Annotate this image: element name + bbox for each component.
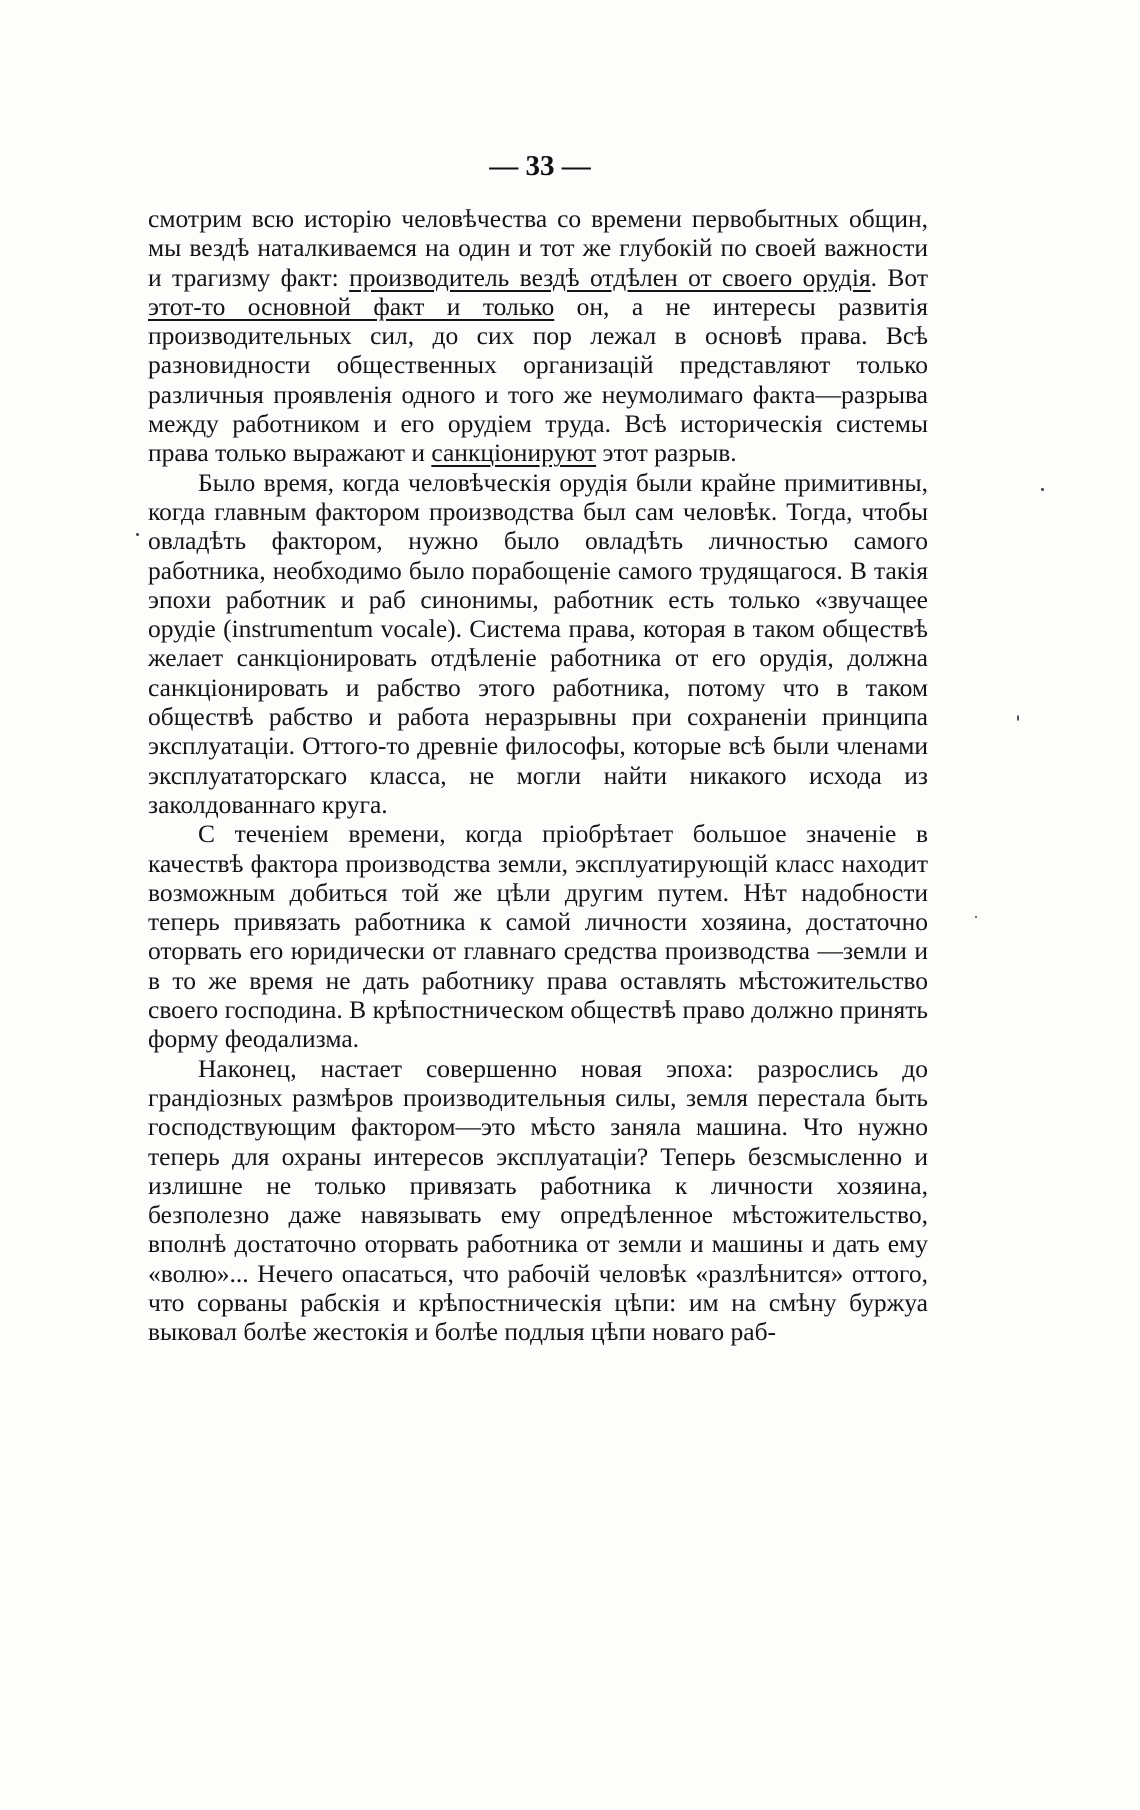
page-number: — 33 —	[489, 150, 591, 182]
scan-speck	[1041, 488, 1044, 491]
scan-speck	[975, 916, 977, 918]
scan-speck	[136, 533, 139, 536]
paragraph-1-text: этот разрыв.	[596, 438, 737, 468]
paragraph-1-text: он, а не интересы развитія производительных сил, до сих пор лежал в основѣ права. Всѣ разновидности общественных организацій представляют только различныя проявленія одного и того же неумолимаго факта—разрыва между работником и его орудіем труда. Всѣ историческія системы права только выражают и	[148, 291, 928, 468]
paragraph-4: Наконец, настает совершенно новая эпоха: разрослись до грандіозных размѣров производительныя силы, земля перестала быть господствующим фактором—это мѣсто заняла машина. Что нужно теперь для охраны интересов эксплуатаціи? Теперь безсмысленно и излишне не только привязать работника к личности хозяина, безполезно даже навязывать ему опредѣленное мѣстожительство, вполнѣ достаточно оторвать работника от земли и машины и дать ему «волю»... Нечего опасаться, что рабочій человѣк «разлѣнится» оттого, что сорваны рабскія и крѣпостническія цѣпи: им на смѣну буржуа выковал болѣе жестокія и болѣе подлыя цѣпи новаго раб-	[148, 1053, 928, 1347]
scan-speck	[1017, 715, 1019, 721]
paragraph-1-text: смотрим всю исторію человѣчества со времени первобытных общин, мы вездѣ наталкиваемся на один и тот же глубокій по своей важности и трагизму факт:	[148, 204, 928, 292]
paragraph-3: С теченіем времени, когда пріобрѣтает большое значеніе в качествѣ фактора производства земли, эксплуатирующій класс находит возможным добиться той же цѣли другим путем. Нѣт надобности теперь привязать работника к самой личности хозяина, достаточно оторвать его юридически от главнаго средства производства —земли и в то же время не дать работнику права оставлять мѣстожительство своего господина. В крѣпостническом обществѣ право должно принять форму феодализма.	[148, 819, 928, 1054]
body-text	[148, 204, 928, 1347]
underlined-word-sanction: санкціонируют	[431, 438, 597, 468]
paragraph-2: Было время, когда человѣческія орудія были крайне примитивны, когда главным фактором производства был сам человѣк. Тогда, чтобы овладѣть фактором, нужно было овладѣть личностью самого работника, необходимо было порабощеніе самого трудящагося. В такія эпохи работник и раб синонимы, работник есть только «звучащее орудіе (instrumentum vocale). Система права, которая в таком обществѣ желает санкціонировать отдѣленіе работника от его орудія, должна санкціонировать и рабство этого работника, потому что в таком обществѣ рабство и работа неразрывны при сохраненіи принципа эксплуатаціи. Оттого-то древніе философы, которые всѣ были членами эксплуататорскаго класса, не могли найти никакого исхода из заколдованнаго круга.	[148, 467, 928, 819]
paragraph-1	[148, 204, 928, 468]
underlined-phrase-fundamental-fact: этот-то основной факт и только	[148, 291, 555, 321]
underlined-phrase-producer-separated: производитель вездѣ отдѣлен от своего орудія	[349, 262, 871, 292]
paragraph-1-text: . Вот	[870, 262, 928, 292]
